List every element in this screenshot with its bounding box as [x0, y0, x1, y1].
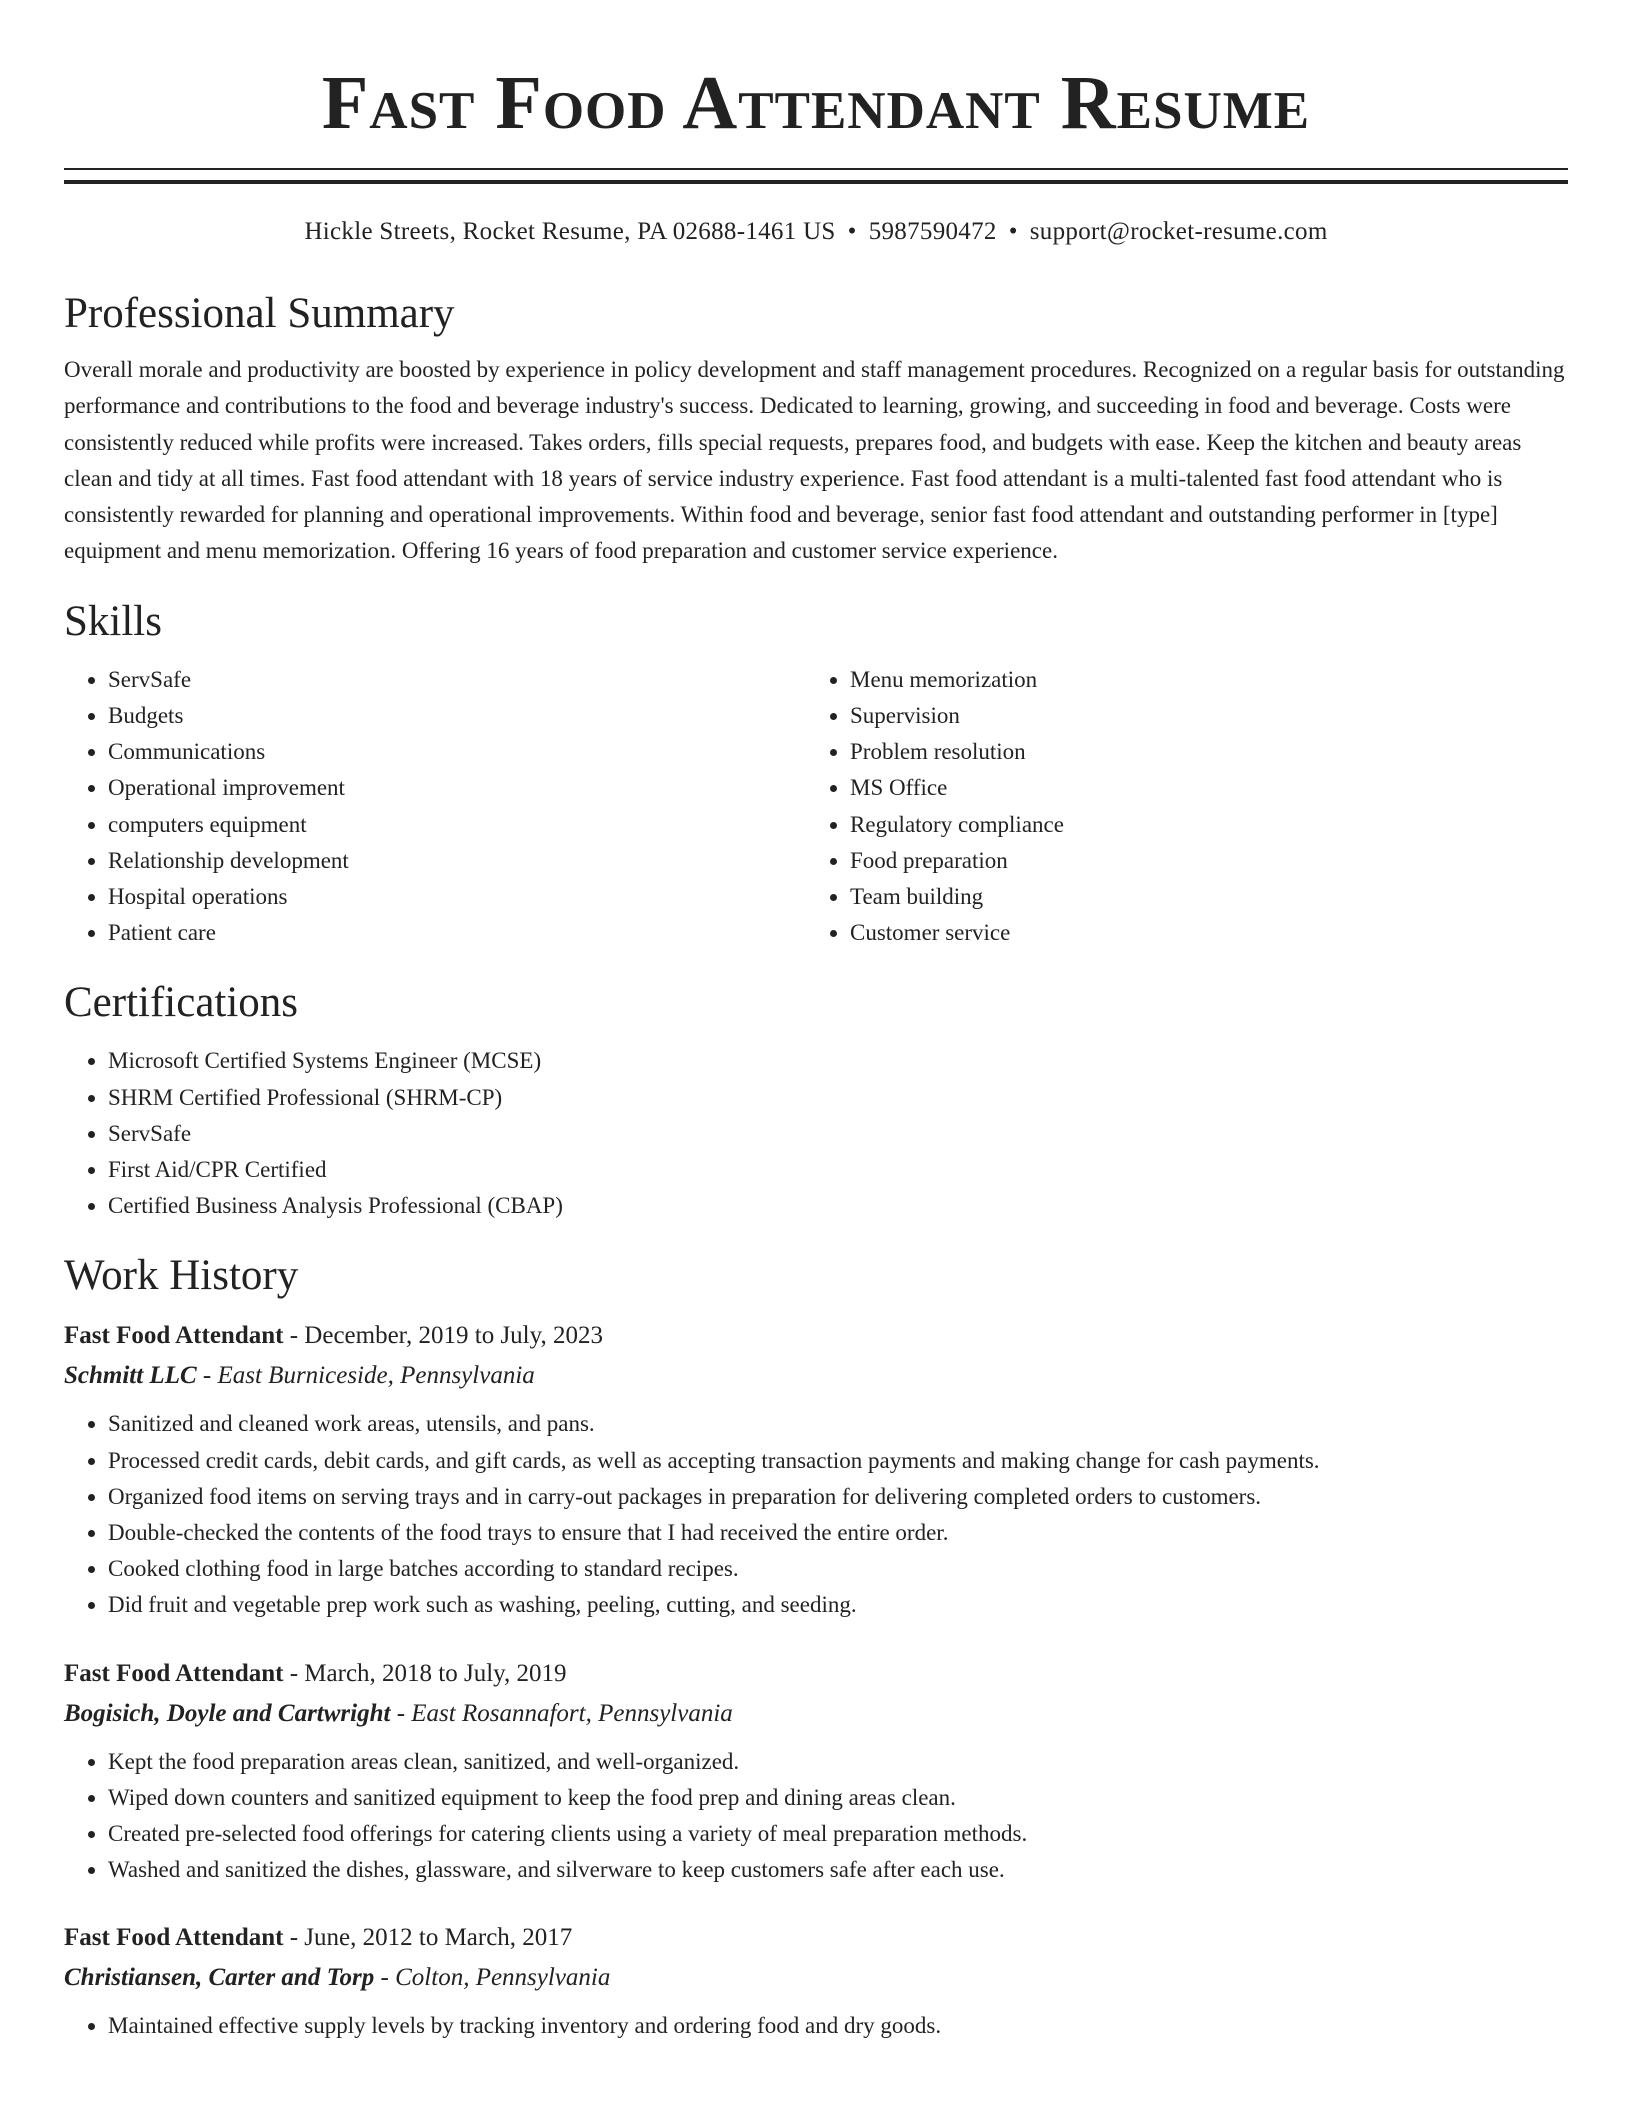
- skill-item: • Operational improvement: [108, 770, 806, 806]
- skill-item: • Patient care: [108, 915, 806, 951]
- skill-item: • Menu memorization: [850, 662, 1548, 698]
- skill-item: • Customer service: [850, 915, 1548, 951]
- job-duty-item: • Maintained effective supply levels by tracking inventory and ordering food and dry goods.: [108, 2008, 1568, 2044]
- skill-item: • Team building: [850, 879, 1548, 915]
- job-duty-item: • Wiped down counters and sanitized equipment to keep the food prep and dining areas clean.: [108, 1780, 1568, 1816]
- certifications-list: [64, 1043, 1568, 1224]
- job-duty-item: • Cooked clothing food in large batches according to standard recipes.: [108, 1551, 1568, 1587]
- job-duty-item: • Sanitized and cleaned work areas, utensils, and pans.: [108, 1406, 1568, 1442]
- skill-item: • Budgets: [108, 698, 806, 734]
- skills-column-left: [64, 662, 806, 952]
- resume-title: Fast Food Attendant Resume: [321, 61, 1311, 145]
- skill-item: • MS Office: [850, 770, 1548, 806]
- job-duties-list: [64, 1744, 1568, 1889]
- job-company-line: [64, 1694, 1568, 1734]
- job-company-line: [64, 1356, 1568, 1396]
- skill-item: • Problem resolution: [850, 734, 1548, 770]
- skill-item: • Supervision: [850, 698, 1548, 734]
- job-entry: [64, 1316, 1568, 1623]
- certification-item: • First Aid/CPR Certified: [108, 1152, 1568, 1188]
- summary-paragraph: Overall morale and productivity are boosted by experience in policy development and staff management procedures. Recognized on a regular basis for outstanding performance and contributions to the food and beverage industry's success. Dedicated to learning, growing, and succeeding in food and beverage. Costs were consistently reduced while profits were increased. Takes orders, fills special requests, prepares food, and budgets with ease. Keep the kitchen and beauty areas clean and tidy at all times. Fast food attendant with 18 years of service industry experience. Fast food attendant is a multi-talented fast food attendant who is consistently rewarded for planning and operational improvements. Within food and beverage, senior fast food attendant and outstanding performer in [type] equipment and menu memorization. Offering 16 years of food preparation and customer service experience.: [64, 357, 1565, 564]
- certification-item: • ServSafe: [108, 1116, 1568, 1152]
- skills-list-left: [64, 662, 806, 952]
- job-title: Fast Food Attendant: [64, 1322, 284, 1350]
- job-entry: [64, 1918, 1568, 2044]
- job-duty-item: • Created pre-selected food offerings for catering clients using a variety of meal preparation methods.: [108, 1816, 1568, 1852]
- contact-address: Hickle Streets, Rocket Resume, PA 02688-1461 US: [304, 218, 836, 245]
- skill-item: • Regulatory compliance: [850, 807, 1548, 843]
- skills-grid: [64, 662, 1568, 952]
- job-company: Bogisich, Doyle and Cartwright: [64, 1699, 391, 1727]
- job-duties-list: [64, 2008, 1568, 2044]
- job-dates: - March, 2018 to July, 2019: [283, 1659, 567, 1687]
- job-duty-item: • Double-checked the contents of the food trays to ensure that I had received the entire order.: [108, 1515, 1568, 1551]
- contact-email: support@rocket-resume.com: [1029, 218, 1328, 245]
- job-dates: - December, 2019 to July, 2023: [283, 1322, 603, 1350]
- skill-item: • Hospital operations: [108, 879, 806, 915]
- section-heading-work-history: Work History: [64, 1252, 299, 1300]
- title-divider: [64, 168, 1568, 184]
- certifications-block: [64, 1043, 1568, 1224]
- skill-item: • Relationship development: [108, 843, 806, 879]
- job-entry: [64, 1654, 1568, 1889]
- skill-item: • ServSafe: [108, 662, 806, 698]
- job-dates: - June, 2012 to March, 2017: [283, 1924, 573, 1952]
- job-duty-item: • Washed and sanitized the dishes, glassware, and silverware to keep customers safe after each use.: [108, 1852, 1568, 1888]
- job-title-line: [64, 1918, 1568, 1958]
- skills-column-right: [806, 662, 1548, 952]
- job-title-line: [64, 1654, 1568, 1694]
- job-title: Fast Food Attendant: [64, 1659, 284, 1687]
- section-heading-skills: Skills: [64, 597, 162, 645]
- contact-separator: •: [847, 218, 857, 245]
- contact-separator: •: [1008, 218, 1018, 245]
- job-company: Christiansen, Carter and Torp: [64, 1964, 375, 1992]
- job-location: - Colton, Pennsylvania: [374, 1964, 611, 1992]
- skills-list-right: [806, 662, 1548, 952]
- certification-item: • SHRM Certified Professional (SHRM-CP): [108, 1080, 1568, 1116]
- job-duties-list: [64, 1406, 1568, 1623]
- section-heading-certifications: Certifications: [64, 979, 299, 1027]
- job-duty-item: • Processed credit cards, debit cards, and gift cards, as well as accepting transaction payments and making change for cash payments.: [108, 1443, 1568, 1479]
- job-company: Schmitt LLC: [64, 1362, 197, 1390]
- job-duty-item: • Did fruit and vegetable prep work such as washing, peeling, cutting, and seeding.: [108, 1587, 1568, 1623]
- skill-item: • Food preparation: [850, 843, 1548, 879]
- job-title-line: [64, 1316, 1568, 1356]
- job-company-line: [64, 1958, 1568, 1998]
- job-duty-item: • Kept the food preparation areas clean, sanitized, and well-organized.: [108, 1744, 1568, 1780]
- contact-line: [64, 216, 1568, 248]
- section-heading-summary: Professional Summary: [64, 290, 455, 337]
- skill-item: • Communications: [108, 734, 806, 770]
- certification-item: • Certified Business Analysis Professional (CBAP): [108, 1188, 1568, 1224]
- job-location: - East Rosannafort, Pennsylvania: [390, 1699, 733, 1727]
- job-title: Fast Food Attendant: [64, 1924, 284, 1952]
- certification-item: • Microsoft Certified Systems Engineer (MCSE): [108, 1043, 1568, 1079]
- job-location: - East Burniceside, Pennsylvania: [196, 1362, 535, 1390]
- skill-item: • computers equipment: [108, 807, 806, 843]
- contact-phone: 5987590472: [868, 218, 997, 245]
- job-duty-item: • Organized food items on serving trays and in carry-out packages in preparation for delivering completed orders to customers.: [108, 1479, 1568, 1515]
- work-history-list: [64, 1316, 1568, 2044]
